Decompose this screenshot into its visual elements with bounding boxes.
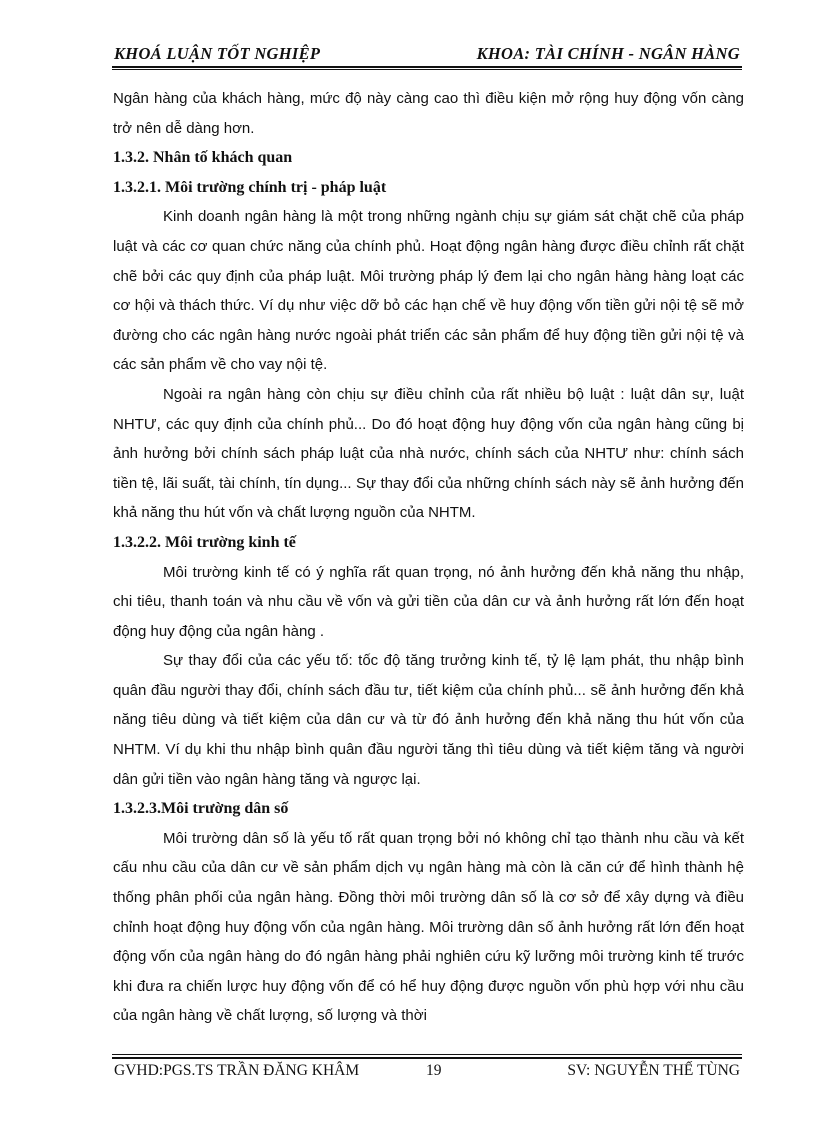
section-heading: 1.3.2.3.Môi trường dân số: [113, 800, 289, 818]
page-footer: [114, 1062, 740, 1084]
document-body: [113, 84, 744, 1031]
page-number: 19: [426, 1062, 442, 1079]
header-rule: [112, 66, 742, 68]
footer-rule: [112, 1057, 742, 1059]
body-paragraph: Môi trường kinh tế có ý nghĩa rất quan trọng, nó ảnh hưởng đến khả năng thu nhập, chi tiêu, thanh toán và nhu cầu về vốn và gửi tiền của dân cư và ảnh hưởng rất lớn đến hoạt động huy động của ngân hàng .: [113, 563, 744, 640]
body-paragraph: Ngoài ra ngân hàng còn chịu sự điều chỉnh của rất nhiều bộ luật : luật dân sự, luật NHTƯ, các quy định của chính phủ... Do đó hoạt động huy động vốn của ngân hàng cũng bị ảnh hưởng bởi chính sách pháp luật của nhà nước, chính sách của NHTƯ như: chính sách tiền tệ, lãi suất, tài chính, tín dụng... Sự thay đổi của những chính sách này sẽ ảnh hưởng đến khả năng thu hút vốn và chất lượng nguồn của NHTM.: [113, 385, 744, 522]
body-paragraph: Ngân hàng của khách hàng, mức độ này càng cao thì điều kiện mở rộng huy động vốn càng trở nên dễ dàng hơn.: [113, 90, 744, 137]
footer-rule-thin: [112, 1054, 742, 1055]
body-paragraph: Sự thay đổi của các yếu tố: tốc độ tăng trưởng kinh tế, tỷ lệ lạm phát, thu nhập bình quân đầu người thay đổi, chính sách đầu tư, tiết kiệm của chính phủ... sẽ ảnh hưởng đến khả năng tiêu dùng và tiết kiệm của dân cư và từ đó ảnh hưởng đến khả năng thu hút vốn của NHTM. Ví dụ khi thu nhập bình quân đầu người tăng thì tiêu dùng và tiết kiệm tăng và người dân gửi tiền vào ngân hàng tăng và ngược lại.: [113, 652, 744, 788]
footer-student: SV: NGUYỄN THẾ TÙNG: [567, 1062, 740, 1079]
header-faculty: KHOA: TÀI CHÍNH - NGÂN HÀNG: [476, 44, 740, 63]
body-paragraph: Kinh doanh ngân hàng là một trong những ngành chịu sự giám sát chặt chẽ của pháp luật và các cơ quan chức năng của chính phủ. Hoạt động ngân hàng được điều chỉnh rất chặt chẽ bởi các quy định của pháp luật. Môi trường pháp lý đem lại cho ngân hàng hàng loạt các cơ hội và thách thức. Ví dụ như việc dỡ bỏ các hạn chế về huy động vốn tiền gửi nội tệ sẽ mở đường cho các ngân hàng nước ngoài phát triển các sản phẩm để huy động tiền gửi nội tệ và các sản phẩm về cho vay nội tệ.: [113, 208, 744, 374]
section-heading: 1.3.2.1. Môi trường chính trị - pháp luật: [113, 178, 387, 196]
footer-supervisor: GVHD:PGS.TS TRẦN ĐĂNG KHÂM: [114, 1062, 360, 1079]
section-heading: 1.3.2. Nhân tố khách quan: [113, 149, 293, 167]
body-paragraph: Môi trường dân số là yếu tố rất quan trọng bởi nó không chỉ tạo thành nhu cầu và kết cấu nhu cầu của dân cư về sản phẩm dịch vụ ngân hàng mà còn là căn cứ để hình thành hệ thống phân phối của ngân hàng. Đồng thời môi trường dân số là cơ sở để xây dựng và điều chỉnh hoạt động huy động vốn của ngân hàng. Môi trường dân số ảnh hưởng rất lớn đến hoạt động vốn của ngân hàng do đó ngân hàng phải nghiên cứu kỹ lưỡng môi trường kinh tế trước khi đưa ra chiến lược huy động vốn để có hể huy động được nguồn vốn phù hợp với nhu cầu của ngân hàng về chất lượng, số lượng và thời: [113, 829, 744, 1025]
header-rule-thin: [112, 69, 742, 70]
page-header: [114, 42, 740, 66]
header-thesis-title: KHOÁ LUẬN TỐT NGHIỆP: [114, 44, 321, 63]
section-heading: 1.3.2.2. Môi trường kinh tế: [113, 533, 296, 551]
